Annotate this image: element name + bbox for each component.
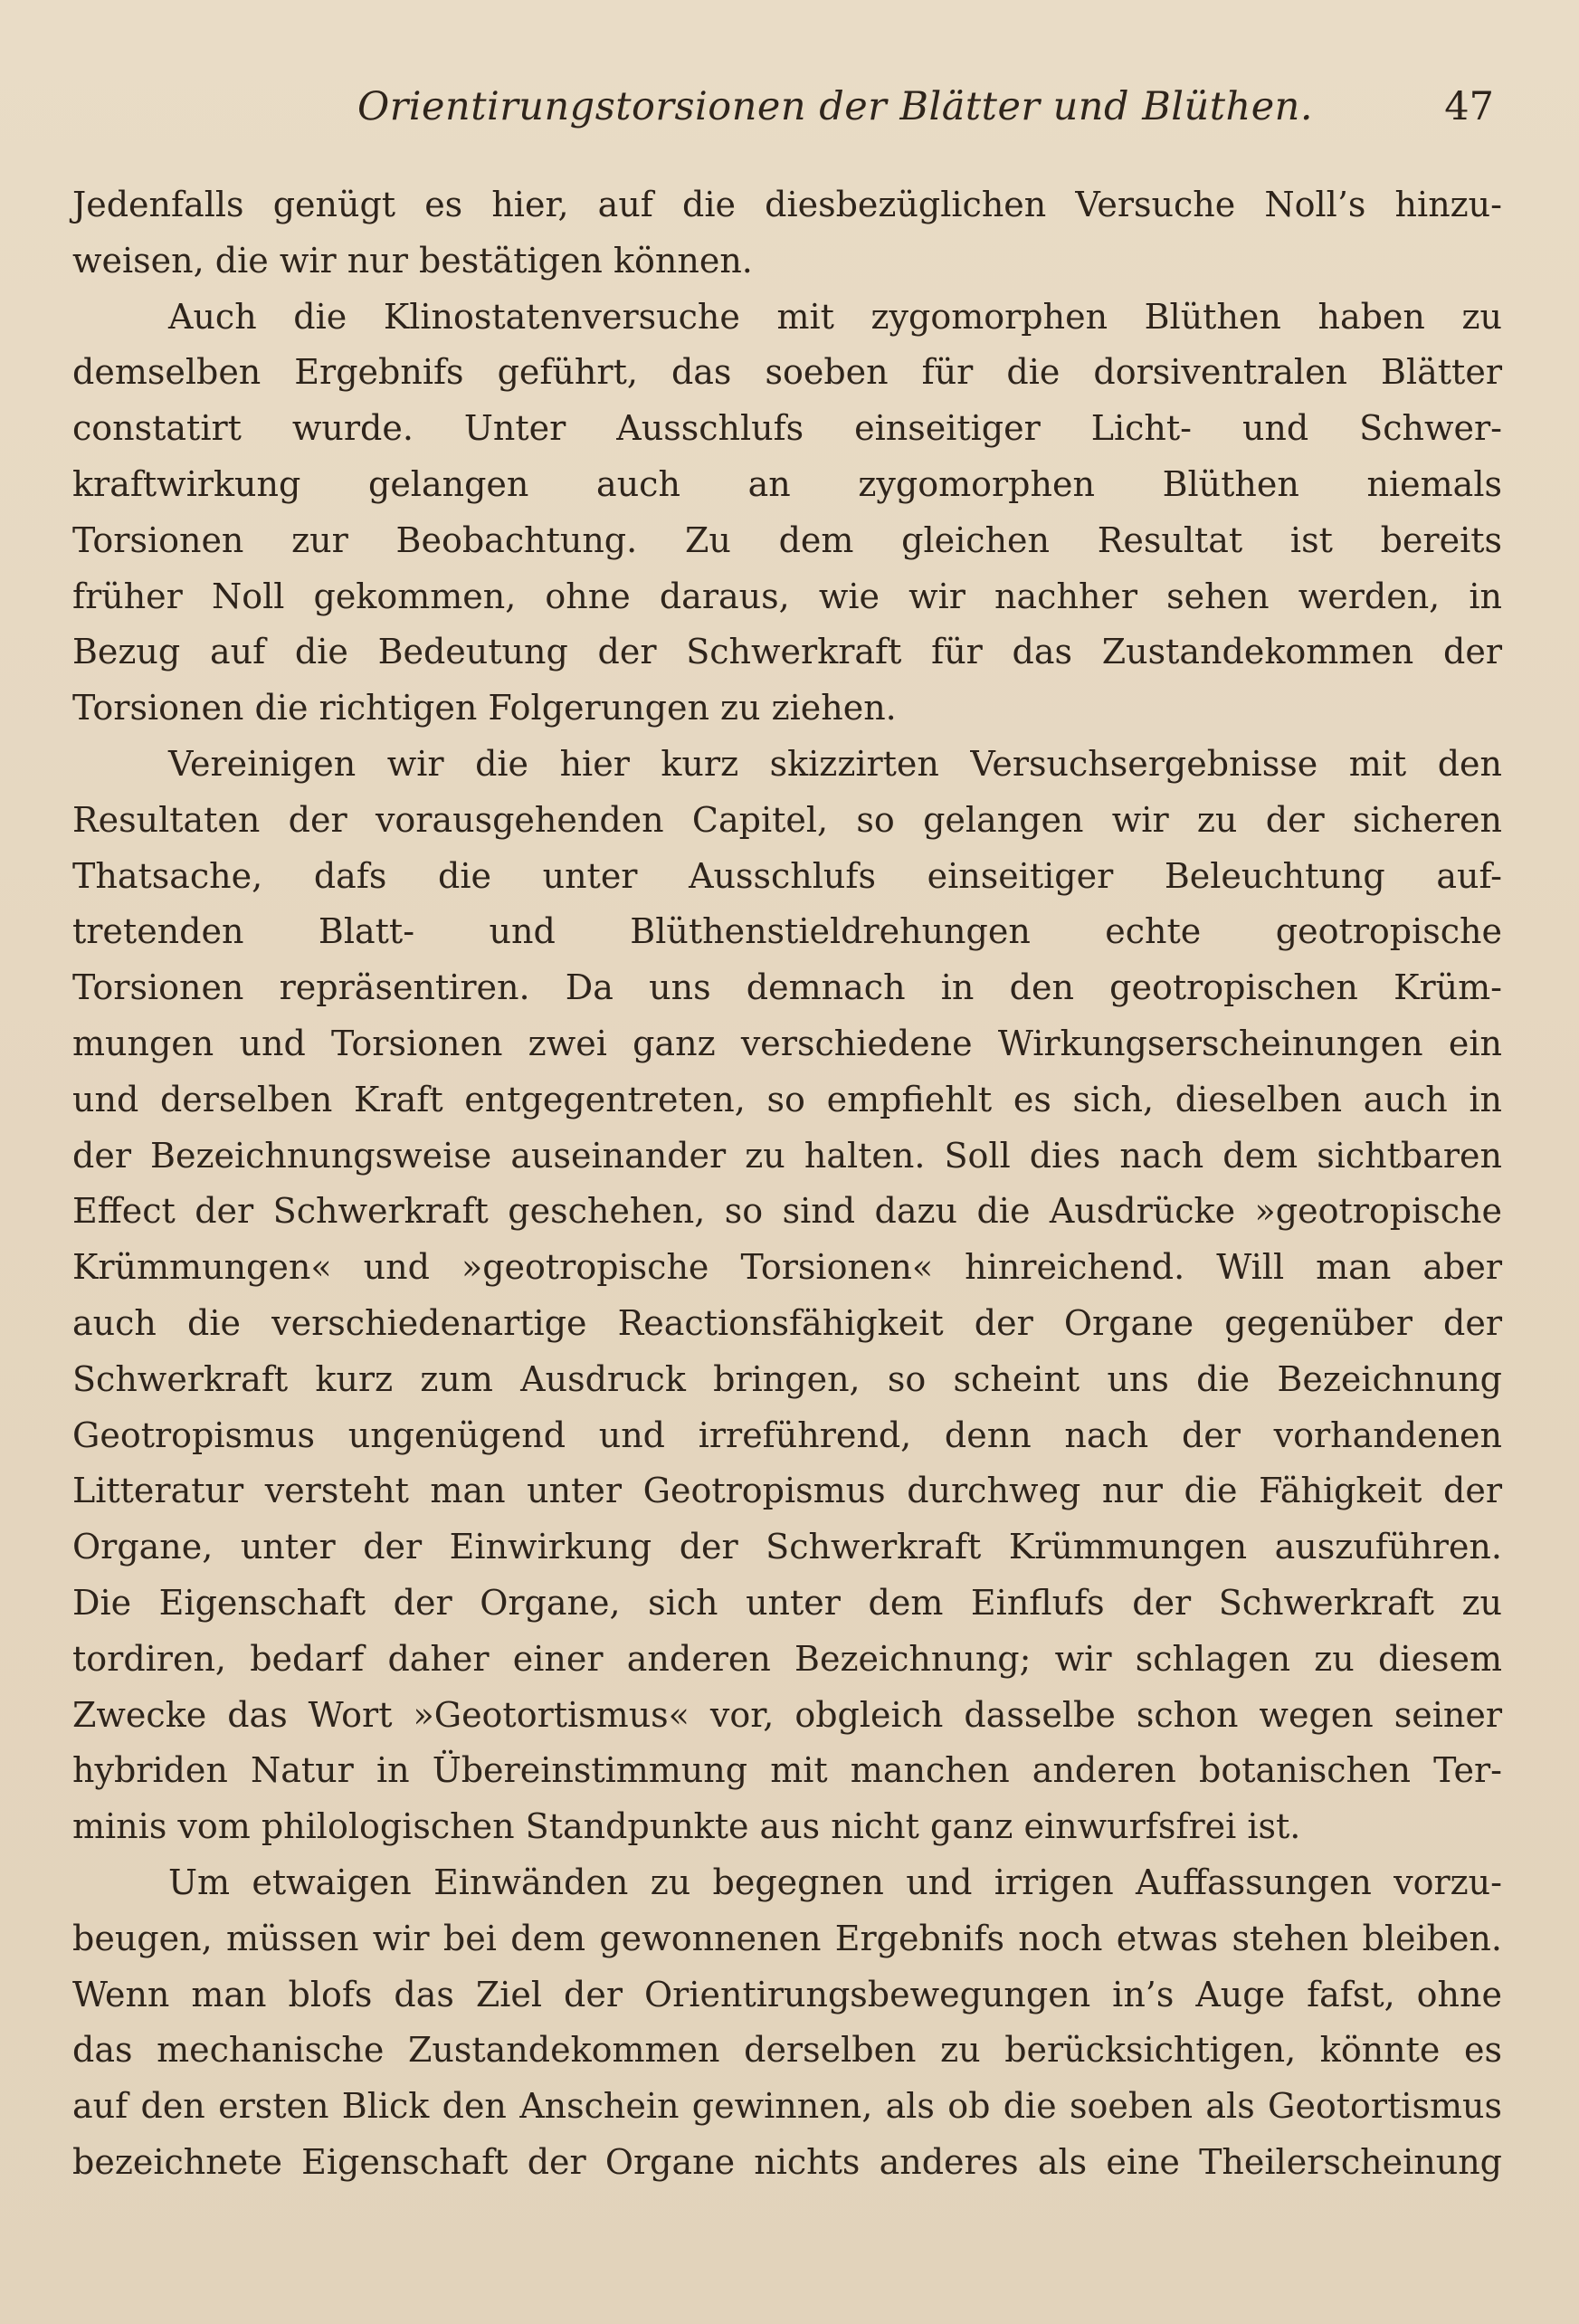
- text-line: Torsionen die richtigen Folgerungen zu ziehen.: [72, 688, 897, 729]
- text-line: weisen, die wir nur bestätigen können.: [72, 240, 753, 281]
- text-line: minis vom philologischen Standpunkte aus nicht ganz einwurfsfrei ist.: [72, 1806, 1301, 1847]
- text-line: Resultaten der vorausgehenden Capitel, so gelangen wir zu der sicheren: [72, 799, 1502, 840]
- text-line: constatirt wurde. Unter Ausschlufs einseitiger Licht- und Schwer-: [72, 408, 1502, 449]
- page-number: 47: [1444, 84, 1494, 129]
- text-line: das mechanische Zustandekommen derselben zu berücksichtigen, könnte es: [72, 2030, 1502, 2071]
- text-line: bezeichnete Eigenschaft der Organe nichts anderes als eine Theilerscheinung: [72, 2141, 1502, 2182]
- text-line: Schwerkraft kurz zum Ausdruck bringen, so scheint uns die Bezeichnung: [72, 1358, 1502, 1399]
- text-line: Effect der Schwerkraft geschehen, so sind dazu die Ausdrücke »geotropische: [72, 1191, 1502, 1232]
- text-line: Wenn man blofs das Ziel der Orientirungsbewegungen in’s Auge fafst, ohne: [72, 1974, 1502, 2014]
- text-line: der Bezeichnungsweise auseinander zu halten. Soll dies nach dem sichtbaren: [72, 1135, 1502, 1176]
- text-line: Thatsache, dafs die unter Ausschlufs einseitiger Beleuchtung auf-: [72, 855, 1502, 896]
- text-line: und derselben Kraft entgegentreten, so empfiehlt es sich, dieselben auch in: [72, 1079, 1502, 1119]
- text-line: Krümmungen« und »geotropische Torsionen« hinreichend. Will man aber: [72, 1247, 1502, 1288]
- text-line: beugen, müssen wir bei dem gewonnenen Ergebnifs noch etwas stehen bleiben.: [72, 1918, 1502, 1958]
- text-line: Auch die Klinostatenversuche mit zygomorphen Blüthen haben zu: [168, 296, 1502, 337]
- text-line: Vereinigen wir die hier kurz skizzirten Versuchsergebnisse mit den: [168, 743, 1502, 784]
- text-line: auf den ersten Blick den Anschein gewinnen, als ob die soeben als Geotortismus: [72, 2086, 1502, 2127]
- text-line: tretenden Blatt- und Blüthenstieldrehungen echte geotropische: [72, 911, 1502, 952]
- text-line: Geotropismus ungenügend und irreführend, denn nach der vorhandenen: [72, 1414, 1502, 1455]
- text-line: Die Eigenschaft der Organe, sich unter dem Einflufs der Schwerkraft zu: [72, 1582, 1502, 1623]
- text-line: mungen und Torsionen zwei ganz verschiedene Wirkungserscheinungen ein: [72, 1023, 1502, 1063]
- text-line: hybriden Natur in Übereinstimmung mit manchen anderen botanischen Ter-: [72, 1750, 1502, 1791]
- page-header: [0, 80, 1579, 134]
- text-line: Organe, unter der Einwirkung der Schwerkraft Krümmungen auszuführen.: [72, 1527, 1502, 1567]
- text-line: Torsionen repräsentiren. Da uns demnach in den geotropischen Krüm-: [72, 967, 1502, 1008]
- text-line: tordiren, bedarf daher einer anderen Bezeichnung; wir schlagen zu diesem: [72, 1638, 1502, 1679]
- text-line: Torsionen zur Beobachtung. Zu dem gleichen Resultat ist bereits: [72, 519, 1502, 560]
- text-line: demselben Ergebnifs geführt, das soeben für die dorsiventralen Blätter: [72, 352, 1502, 393]
- body-text: [72, 177, 1502, 2191]
- text-line: Bezug auf die Bedeutung der Schwerkraft für das Zustandekommen der: [72, 632, 1502, 672]
- text-line: Um etwaigen Einwänden zu begegnen und irrigen Auffassungen vorzu-: [168, 1862, 1502, 1902]
- running-title: Orientirungstorsionen der Blätter und Blüthen.: [357, 84, 1314, 129]
- text-line: früher Noll gekommen, ohne daraus, wie wir nachher sehen werden, in: [72, 576, 1502, 616]
- text-line: Litteratur versteht man unter Geotropismus durchweg nur die Fähigkeit der: [72, 1471, 1502, 1511]
- text-line: kraftwirkung gelangen auch an zygomorphen Blüthen niemals: [72, 463, 1502, 504]
- text-line: Zwecke das Wort »Geotortismus« vor, obgleich dasselbe schon wegen seiner: [72, 1694, 1502, 1735]
- text-line: auch die verschiedenartige Reactionsfähigkeit der Organe gegenüber der: [72, 1302, 1502, 1343]
- text-line: Jedenfalls genügt es hier, auf die diesbezüglichen Versuche Noll’s hinzu-: [72, 185, 1502, 224]
